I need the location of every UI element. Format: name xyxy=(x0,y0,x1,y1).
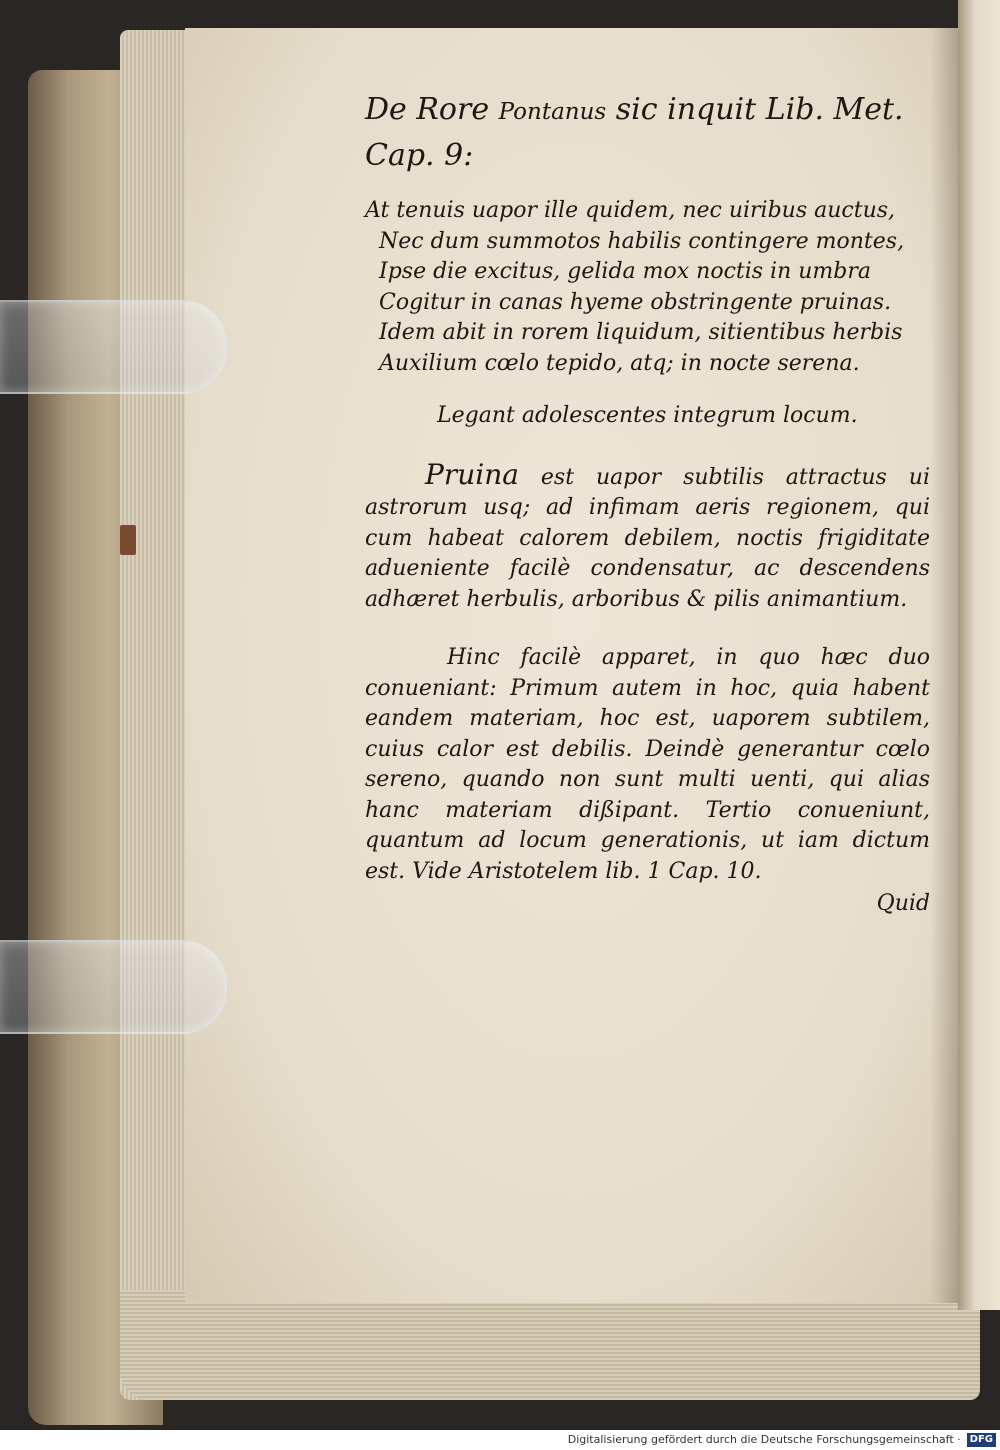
digitization-footer xyxy=(0,1430,1000,1450)
verse-line: Cogitur in canas hyeme obstringente pruinas. xyxy=(379,289,892,315)
header-title: De Rore xyxy=(365,92,490,127)
verse-line: Auxilium cœlo tepido, atq; in nocte serena. xyxy=(379,350,860,376)
glass-clip-bottom xyxy=(0,940,227,1034)
page-edges-bottom xyxy=(120,1290,980,1400)
page-text xyxy=(365,88,930,927)
verse-line: Nec dum summotos habilis contingere montes, xyxy=(379,228,905,254)
footer-credit: Digitalisierung gefördert durch die Deutsche Forschungsgemeinschaft · xyxy=(567,1433,961,1446)
pruina-definition: est uapor subtilis attractus ui astrorum usq; ad infimam aeris regionem, qui cum habeat calorem debilem, noctis frigiditate adueniente facilè condensatur, ac descendens adhæret herbulis, arboribus & pilis animantium. xyxy=(365,464,930,612)
pruina-paragraph xyxy=(365,457,930,616)
hinc-paragraph: Hinc facilè apparet, in quo hæc duo conueniant: Primum autem in hoc, quia habent eandem materiam, hoc est, uaporem subtilem, cuius calor est debilis. Deindè generantur cœlo sereno, quando non sunt multi uenti, qui alias hanc materiam dißipant. Tertio conueniunt, quantum ad locum generationis, ut iam dictum est. Vide Aristotelem lib. 1 Cap. 10. xyxy=(365,645,930,884)
page-edges-left xyxy=(120,30,190,1400)
verse-line: At tenuis uapor ille quidem, nec uiribus auctus, xyxy=(365,198,896,223)
verse-line: Ipse die excitus, gelida mox noctis in umbra xyxy=(379,259,871,284)
header-ref: sic inquit Lib. Met. xyxy=(615,92,904,127)
verse-line: Idem abit in rorem liquidum, sitientibus herbis xyxy=(379,320,903,345)
dfg-logo: DFG xyxy=(967,1433,996,1447)
header-author: Pontanus xyxy=(498,99,607,125)
legant-line: Legant adolescentes integrum locum. xyxy=(437,403,858,428)
verse-quote xyxy=(365,196,930,379)
glass-clip-top xyxy=(0,300,227,394)
pruina-term: Pruina xyxy=(425,457,519,491)
running-header xyxy=(365,88,930,178)
facing-page-edge xyxy=(958,0,1000,1310)
catchword: Quid xyxy=(876,891,930,916)
header-chapter: Cap. 9: xyxy=(365,138,474,173)
catchword-row xyxy=(365,891,930,927)
bookmark-tab xyxy=(120,525,136,555)
